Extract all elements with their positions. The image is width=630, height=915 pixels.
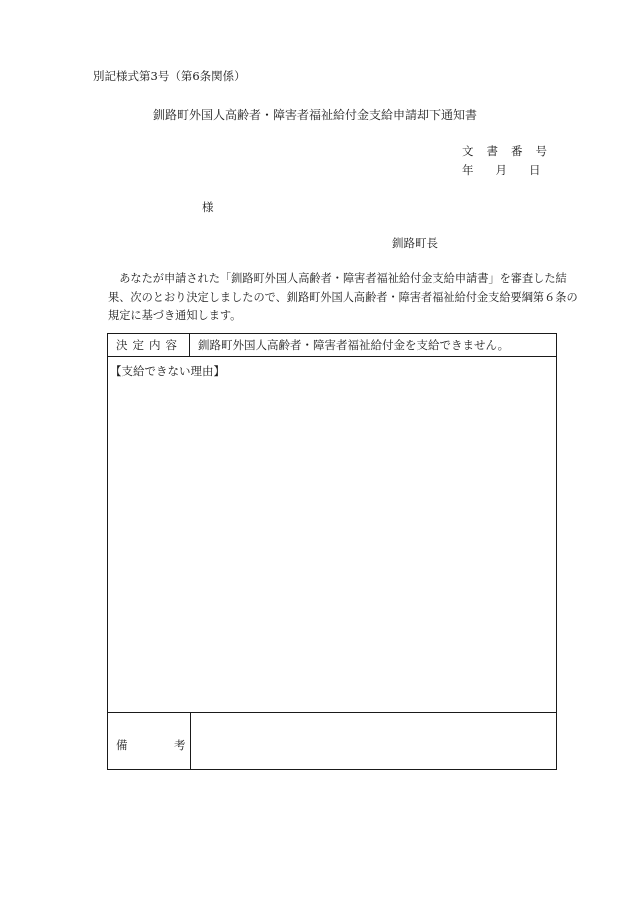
date-month: 月 <box>495 163 507 177</box>
remarks-label-right: 考 <box>174 738 186 752</box>
date-year: 年 <box>462 163 474 177</box>
reason-heading: 【支給できない理由】 <box>110 364 225 378</box>
document-title: 釧路町外国人高齢者・障害者福祉給付金支給申請却下通知書 <box>152 108 477 122</box>
remarks-row <box>108 713 556 769</box>
date-line <box>462 162 541 178</box>
date-day: 日 <box>529 163 541 177</box>
addressee-suffix: 様 <box>202 200 214 214</box>
form-number: 別記様式第3号（第6条関係） <box>93 69 246 83</box>
body-text: あなたが申請された「釧路町外国人高齢者・障害者福祉給付金支給申請書」を審査した結果、次のとおり決定しましたので、釧路町外国人高齢者・障害者福祉給付金支給要綱第６条の規定に基づき通知します。 <box>108 272 578 322</box>
reason-section <box>108 357 556 713</box>
decision-value: 釧路町外国人高齢者・障害者福祉給付金を支給できません。 <box>198 338 510 352</box>
decision-table <box>107 333 557 770</box>
decision-row <box>108 334 556 357</box>
decision-label: 決定内容 <box>108 334 190 356</box>
remarks-label-left: 備 <box>116 738 128 752</box>
remarks-label <box>108 713 191 769</box>
issuer: 釧路町長 <box>392 236 438 250</box>
document-number-label: 文書番号 <box>462 144 560 158</box>
